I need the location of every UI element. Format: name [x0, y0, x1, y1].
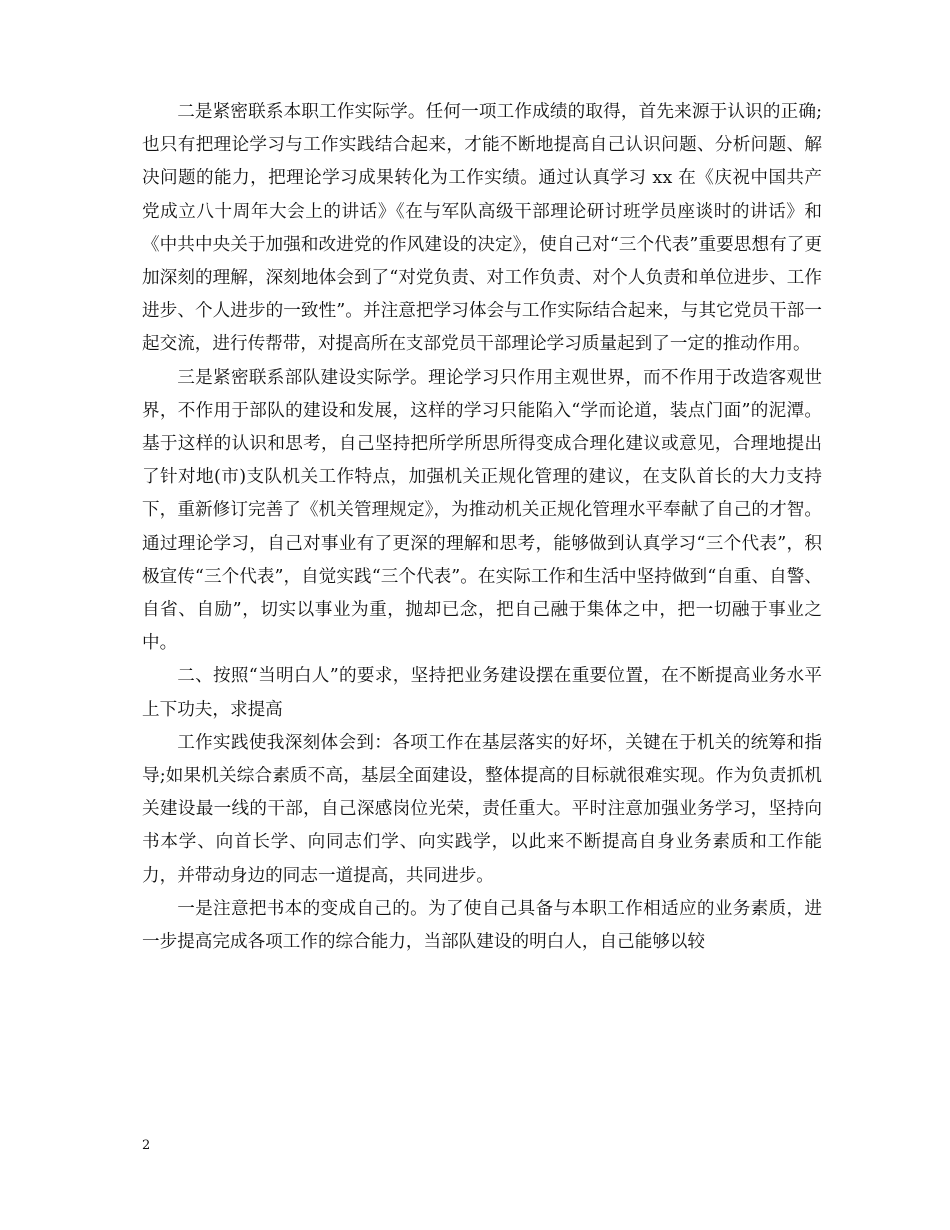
paragraph-3-heading: 二、按照“当明白人”的要求，坚持把业务建设摆在重要位置，在不断提高业务水平上下功夫，求提高: [142, 666, 822, 720]
paragraph-4: 工作实践使我深刻体会到：各项工作在基层落实的好坏，关键在于机关的统筹和指导;如果机关综合素质不高，基层全面建设，整体提高的目标就很难实现。作为负责抓机关建设最一线的干部，自己深感岗位光荣，责任重大。平时注意加强业务学习，坚持向书本学、向首长学、向同志们学、向实践学，以此来不断提高自身业务素质和工作能力，并带动身边的同志一道提高，共同进步。: [142, 732, 822, 886]
paragraph-5: 一是注意把书本的变成自己的。为了使自己具备与本职工作相适应的业务素质，进一步提高完成各项工作的综合能力，当部队建设的明白人，自己能够以较: [142, 898, 822, 953]
paragraph-2: 三是紧密联系部队建设实际学。理论学习只作用主观世界，而不作用于改造客观世界，不作用于部队的建设和发展，这样的学习只能陷入“学而论道，装点门面”的泥潭。基于这样的认识和思考，自己坚持把所学所思所得变成合理化建议或意见，合理地提出了针对地(市)支队机关工作特点，加强机关正规化管理的建议，在支队首长的大力支持下，重新修订完善了《机关管理规定》，为推动机关正规化管理水平奉献了自己的才智。通过理论学习，自己对事业有了更深的理解和思考，能够做到认真学习“三个代表”，积极宣传“三个代表”，自觉实践“三个代表”。在实际工作和生活中坚持做到“自重、自警、自省、自励”，切实以事业为重，抛却已念，把自己融于集体之中，把一切融于事业之中。: [142, 367, 822, 654]
paragraph-1: 二是紧密联系本职工作实际学。任何一项工作成绩的取得，首先来源于认识的正确;也只有把理论学习与工作实践结合起来，才能不断地提高自己认识问题、分析问题、解决问题的能力，把理论学习成果转化为工作实绩。通过认真学习 xx 在《庆祝中国共产党成立八十周年大会上的讲话》《在与军队高级干部理论研讨班学员座谈时的讲话》和《中共中央关于加强和改进党的作风建设的决定》，使自己对“三个代表”重要思想有了更加深刻的理解，深刻地体会到了“对党负责、对工作负责、对个人负责和单位进步、工作进步、个人进步的一致性”。并注意把学习体会与工作实际结合起来，与其它党员干部一起交流，进行传帮带，对提高所在支部党员干部理论学习质量起到了一定的推动作用。: [142, 102, 822, 355]
page-number: 2: [142, 1138, 151, 1153]
body-text: [142, 96, 822, 959]
